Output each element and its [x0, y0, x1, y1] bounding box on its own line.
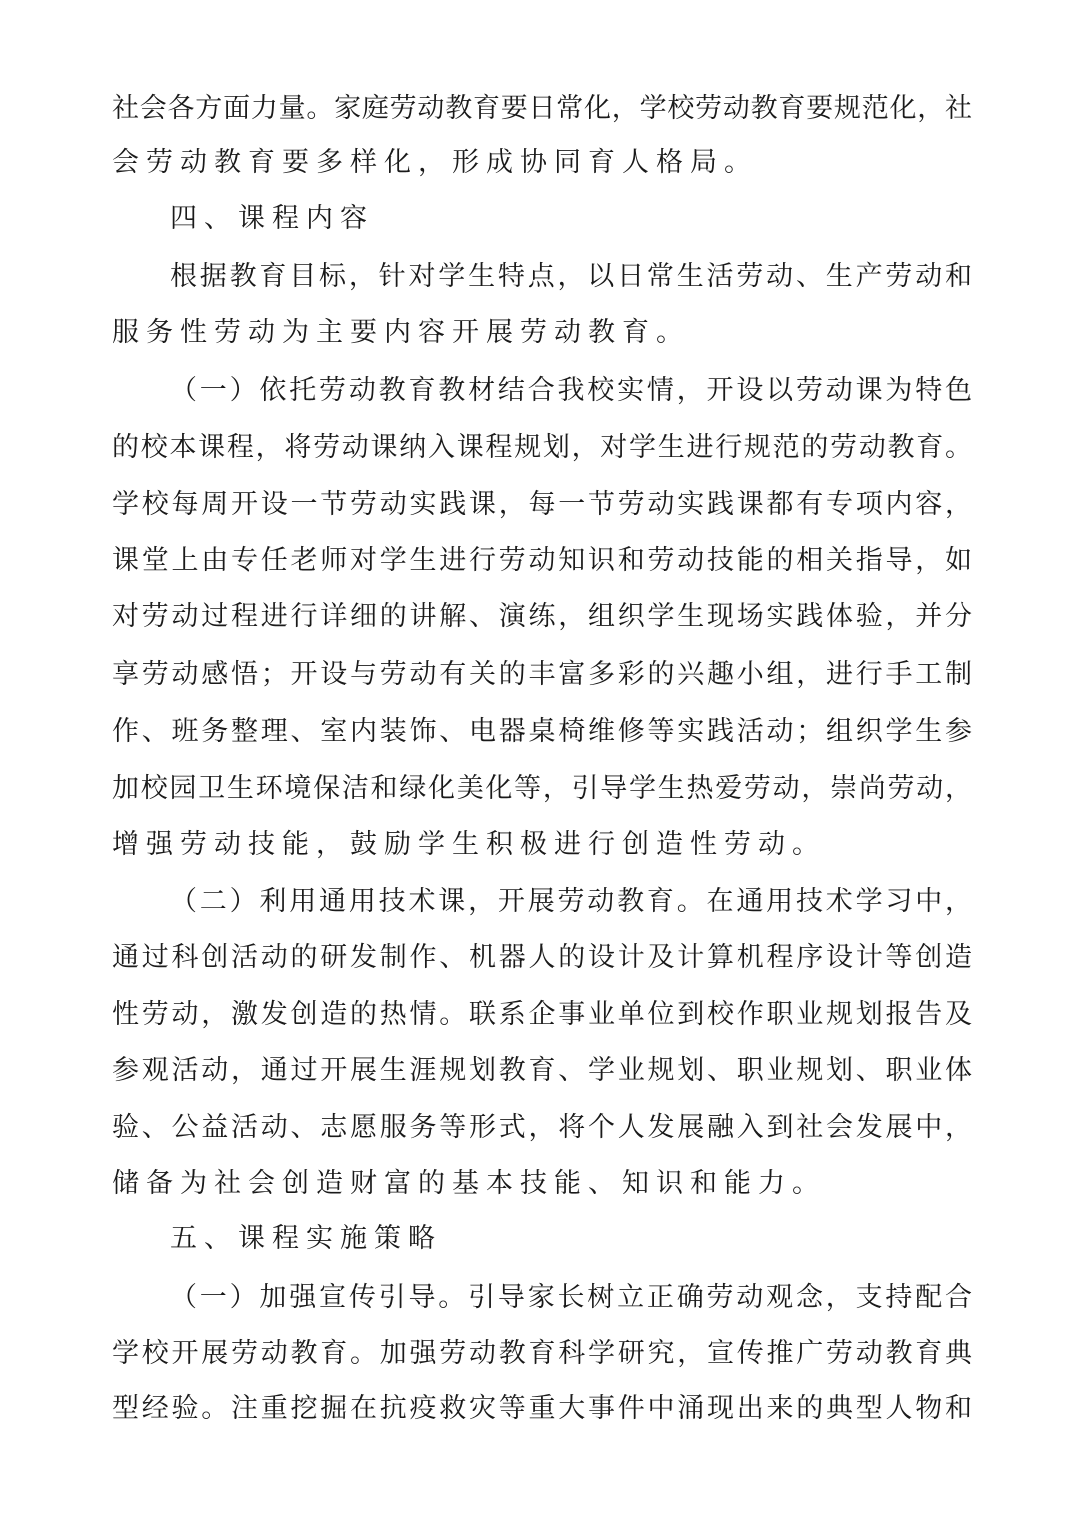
text-line: 通过科创活动的研发制作、机器人的设计及计算机程序设计等创造	[112, 942, 972, 973]
section-heading: 五、课程实施策略	[170, 1223, 442, 1254]
text-line: 作、班务整理、室内装饰、电器桌椅维修等实践活动；组织学生参	[112, 716, 972, 747]
text-line: 的校本课程，将劳动课纳入课程规划，对学生进行规范的劳动教育。	[112, 432, 972, 463]
paragraph-first-line: 根据教育目标，针对学生特点，以日常生活劳动、生产劳动和	[170, 261, 972, 292]
text-line: 对劳动过程进行详细的讲解、演练，组织学生现场实践体验，并分	[112, 601, 972, 632]
text-line: 会劳动教育要多样化，形成协同育人格局。	[112, 147, 758, 178]
text-line: 增强劳动技能，鼓励学生积极进行创造性劳动。	[112, 829, 826, 860]
text-line: 储备为社会创造财富的基本技能、知识和能力。	[112, 1168, 826, 1199]
paragraph-first-line: （一）依托劳动教育教材结合我校实情，开设以劳动课为特色	[170, 375, 972, 406]
text-line: 课堂上由专任老师对学生进行劳动知识和劳动技能的相关指导，如	[112, 545, 972, 576]
section-heading: 四、课程内容	[170, 203, 374, 234]
text-line: 加校园卫生环境保洁和绿化美化等，引导学生热爱劳动，崇尚劳动，	[112, 773, 972, 804]
text-line: 学校每周开设一节劳动实践课，每一节劳动实践课都有专项内容，	[112, 489, 972, 520]
text-line: 型经验。注重挖掘在抗疫救灾等重大事件中涌现出来的典型人物和	[112, 1393, 972, 1424]
text-line: 服务性劳动为主要内容开展劳动教育。	[112, 317, 690, 348]
text-line: 参观活动，通过开展生涯规划教育、学业规划、职业规划、职业体	[112, 1055, 972, 1086]
text-line: 性劳动，激发创造的热情。联系企事业单位到校作职业规划报告及	[112, 999, 972, 1030]
text-line: 社会各方面力量。家庭劳动教育要日常化，学校劳动教育要规范化，社	[112, 93, 972, 124]
paragraph-first-line: （二）利用通用技术课，开展劳动教育。在通用技术学习中，	[170, 886, 972, 917]
text-line: 学校开展劳动教育。加强劳动教育科学研究，宣传推广劳动教育典	[112, 1338, 972, 1369]
text-line: 验、公益活动、志愿服务等形式，将个人发展融入到社会发展中，	[112, 1112, 972, 1143]
paragraph-first-line: （一）加强宣传引导。引导家长树立正确劳动观念，支持配合	[170, 1282, 972, 1313]
text-line: 享劳动感悟；开设与劳动有关的丰富多彩的兴趣小组，进行手工制	[112, 659, 972, 690]
